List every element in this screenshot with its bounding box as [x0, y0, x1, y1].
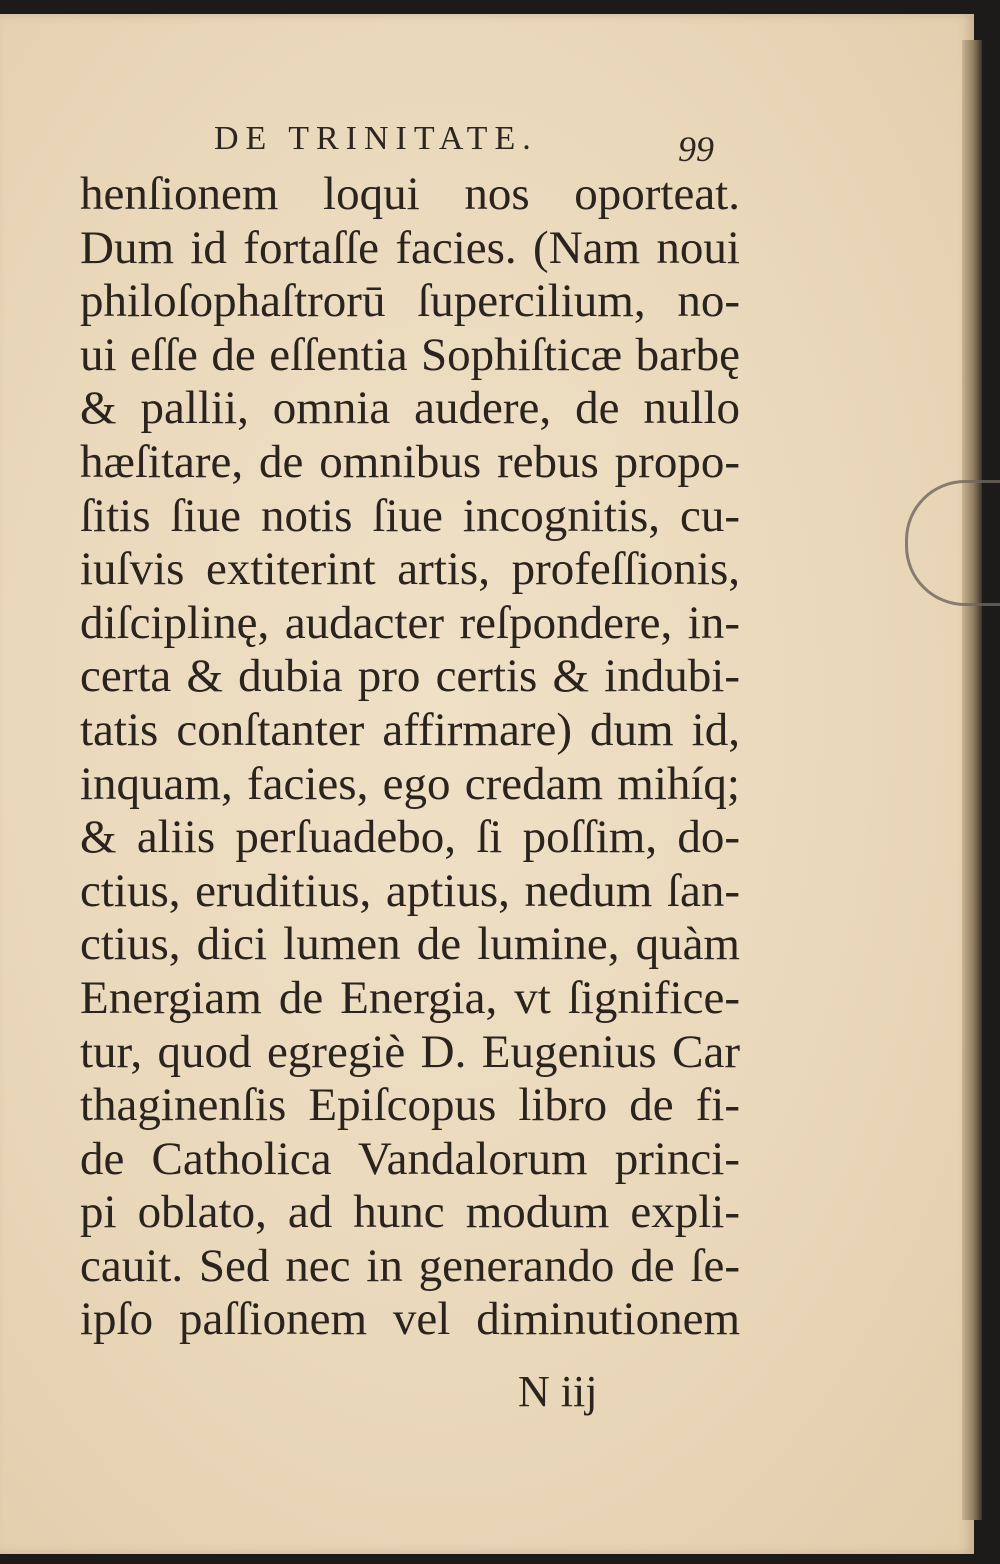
- text-line: Energiam de Energia, vt ſignifice-: [80, 971, 740, 1024]
- text-line: ctius, eruditius, aptius, nedum ſan-: [80, 864, 740, 917]
- text-line: henſionem loqui nos oporteat.: [80, 168, 740, 220]
- text-line: tur, quod egregiè D. Eugenius Car: [80, 1025, 740, 1078]
- text-line: cauit. Sed nec in generando de ſe-: [80, 1239, 740, 1292]
- text-line: tatis conſtanter affirmare) dum id,: [80, 703, 740, 756]
- text-line: certa & dubia pro certis & indubi-: [80, 650, 740, 703]
- text-line: philoſophaſtrorū ſupercilium, no-: [80, 275, 740, 328]
- text-line: ipſo paſſionem vel diminutionem: [80, 1293, 740, 1346]
- text-line: inquam, facies, ego credam mihíq;: [80, 757, 740, 810]
- running-title: DE TRINITATE.: [214, 120, 538, 157]
- page-number: 99: [678, 129, 714, 169]
- text-line: hæſitare, de omnibus rebus propo-: [80, 435, 740, 488]
- text-line: ui eſſe de eſſentia Sophiſticæ barbę: [80, 328, 740, 381]
- body-text: [80, 168, 740, 1347]
- text-line: thaginenſis Epiſcopus libro de fi-: [80, 1079, 740, 1132]
- page-header: [214, 120, 714, 170]
- text-line: & pallii, omnia audere, de nullo: [80, 382, 740, 435]
- book-page: [0, 14, 974, 1554]
- text-line: Dum id fortaſſe facies. (Nam noui: [80, 221, 740, 274]
- signature-mark: N iij: [518, 1367, 598, 1416]
- text-line: de Catholica Vandalorum princi-: [80, 1132, 740, 1185]
- text-line: iuſvis extiterint artis, profeſſionis,: [80, 543, 740, 596]
- text-line: pi oblato, ad hunc modum expli-: [80, 1186, 740, 1239]
- text-line: & aliis perſuadebo, ſi poſſim, do-: [80, 811, 740, 864]
- page-edge: [962, 40, 982, 1520]
- text-line: ctius, dici lumen de lumine, quàm: [80, 918, 740, 971]
- text-line: ſitis ſiue notis ſiue incognitis, cu-: [80, 489, 740, 542]
- text-line: diſciplinę, audacter reſpondere, in-: [80, 596, 740, 649]
